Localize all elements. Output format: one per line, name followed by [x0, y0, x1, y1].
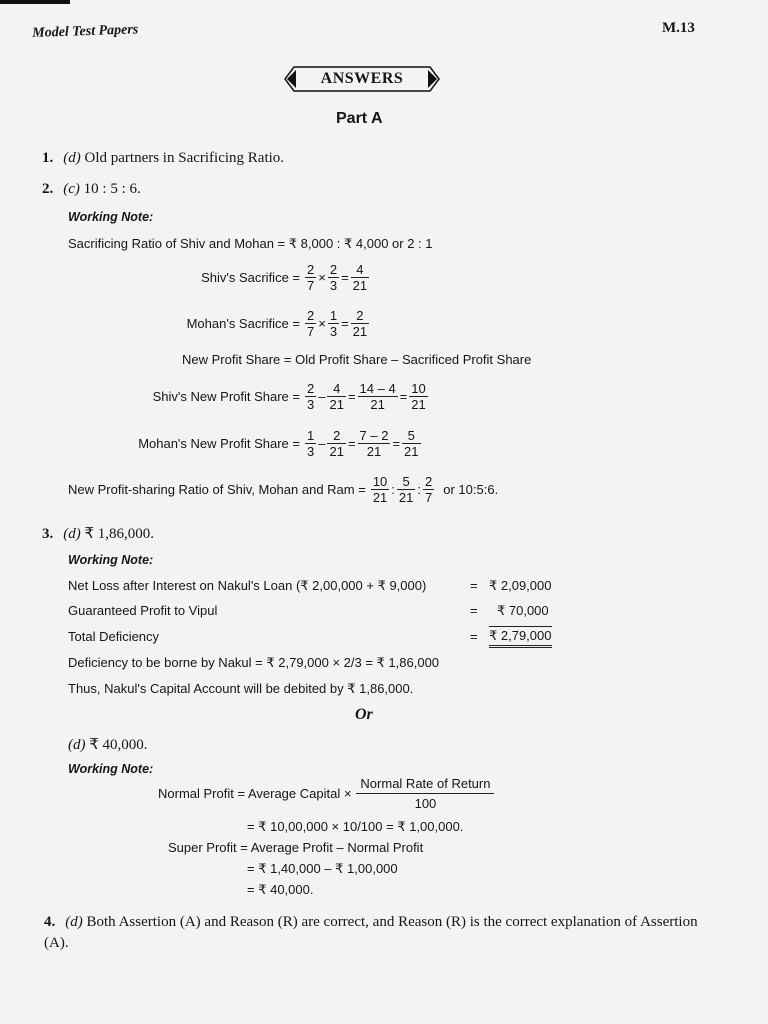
fraction: $\frac{4}{21}$ [352, 262, 368, 293]
sacrificing-ratio-line: Sacrificing Ratio of Shiv and Mohan = ₹ 8,000 : ₹ 4,000 or 2 : 1 [68, 236, 433, 251]
guaranteed-profit-row [68, 603, 217, 618]
question-number: 4. [44, 914, 56, 930]
question-number: 2. [42, 181, 54, 197]
answer-option: (d) [68, 737, 86, 753]
row-label: Shiv's New Profit Share = [152, 389, 300, 404]
top-edge-mark [0, 0, 70, 4]
fraction: $\frac{14 - 4}{21}$ [359, 381, 396, 412]
answer-text: Both Assertion (A) and Reason (R) are correct, and Reason (R) is the correct explanation of Assertion (A). [44, 914, 698, 951]
answer-text: Old partners in Sacrificing Ratio. [84, 150, 285, 166]
new-profit-share-line: New Profit Share = Old Profit Share – Sacrificed Profit Share [182, 352, 532, 367]
row-label: Normal Profit = Average Capital × [158, 786, 352, 801]
row-label: Guaranteed Profit to Vipul [68, 603, 218, 618]
row-label: Mohan's New Profit Share = [138, 436, 300, 451]
shiv-new-share-row: Shiv's New Profit Share = $\frac{2}{3}$ – $\frac{4}{21}$ = $\frac{14 - 4}{21}$ = $\frac{10}{21}$ [60, 381, 740, 412]
fraction: $\frac{2}{21}$ [352, 308, 368, 339]
fraction: $\frac{5}{21}$ [398, 474, 414, 505]
working-note-label: Working Note: [68, 553, 154, 567]
ratio-result: or 10:5:6. [443, 482, 499, 497]
working-note-label: Working Note: [68, 762, 154, 776]
fraction: $\frac{\text{Normal Rate of Return}}{100}$ [356, 774, 494, 813]
fraction: $\frac{2}{3}$ [307, 381, 315, 412]
answer-option: (d) [63, 526, 81, 542]
net-loss-row [68, 578, 426, 594]
running-header: Model Test Papers [32, 22, 139, 41]
mohan-new-share-row: Mohan's New Profit Share = $\frac{1}{3}$ – $\frac{2}{21}$ = $\frac{7 - 2}{21}$ = $\frac{5}{21}$ [60, 428, 740, 459]
normal-profit-row [158, 774, 495, 813]
fraction: $\frac{2}{7}$ [307, 308, 315, 339]
shiv-sacrifice-row: Shiv's Sacrifice = $\frac{2}{7}$ × $\frac{2}{3}$ = $\frac{4}{21}$ [60, 262, 740, 293]
eq-sign: = [470, 603, 478, 618]
answer-2 [42, 181, 141, 198]
working-note-label: Working Note: [68, 210, 154, 224]
eq-sign: = [470, 629, 478, 644]
alternate-answer [68, 735, 148, 754]
fraction: $\frac{2}{3}$ [329, 262, 338, 293]
fraction: $\frac{10}{21}$ [372, 474, 388, 505]
answer-3 [42, 524, 154, 543]
answer-option: (d) [65, 914, 83, 930]
answer-text: ₹ 40,000. [89, 737, 148, 753]
question-number: 3. [42, 526, 54, 542]
super-profit-calc: = ₹ 1,40,000 – ₹ 1,00,000 [247, 861, 398, 876]
fraction: $\frac{4}{21}$ [329, 381, 344, 412]
banner-title: ANSWERS [320, 70, 404, 87]
capital-debit-line: Thus, Nakul's Capital Account will be debited by ₹ 1,86,000. [68, 681, 414, 696]
row-label: Total Deficiency [68, 629, 160, 644]
fraction: $\frac{1}{3}$ [329, 308, 338, 339]
answer-text: ₹ 1,86,000. [84, 526, 155, 542]
page-number: M.13 [662, 20, 695, 36]
answer-text: 10 : 5 : 6. [83, 181, 141, 197]
row-label: Net Loss after Interest on Nakul's Loan (₹ 2,00,000 + ₹ 9,000) [68, 578, 427, 593]
total-value: ₹ 2,79,000 [489, 626, 552, 648]
answer-option: (c) [63, 181, 80, 197]
deficiency-borne-line: Deficiency to be borne by Nakul = ₹ 2,79,000 × 2/3 = ₹ 1,86,000 [68, 655, 440, 670]
fraction: $\frac{7 - 2}{21}$ [359, 428, 389, 459]
mohan-sacrifice-row: Mohan's Sacrifice = $\frac{2}{7}$ × $\frac{1}{3}$ = $\frac{2}{21}$ [60, 308, 740, 339]
total-deficiency-row [68, 629, 159, 644]
answer-4 [44, 912, 724, 954]
answer-option: (d) [63, 150, 81, 166]
row-label: New Profit-sharing Ratio of Shiv, Mohan and Ram = [68, 482, 366, 497]
normal-profit-calc: = ₹ 10,00,000 × 10/100 = ₹ 1,00,000. [247, 819, 464, 834]
row-value: ₹ 2,09,000 [489, 578, 552, 593]
fraction: $\frac{2}{7}$ [425, 474, 433, 505]
fraction: $\frac{2}{21}$ [329, 428, 344, 459]
fraction: $\frac{1}{3}$ [307, 428, 315, 459]
answers-banner [284, 66, 440, 92]
question-number: 1. [42, 150, 54, 166]
or-separator: Or [355, 706, 373, 723]
new-ratio-row: New Profit-sharing Ratio of Shiv, Mohan and Ram = $\frac{10}{21}$ : $\frac{5}{21}$ : $\frac{2}{7}$ or 10:5:6. [68, 474, 499, 505]
row-label: Mohan's Sacrifice = [186, 316, 300, 331]
row-value: ₹ 70,000 [497, 603, 549, 618]
fraction: $\frac{5}{21}$ [404, 428, 419, 459]
super-profit-line: Super Profit = Average Profit – Normal Profit [168, 840, 424, 855]
row-label: Shiv's Sacrifice = [201, 270, 300, 285]
fraction: $\frac{2}{7}$ [307, 262, 315, 293]
answer-1 [42, 150, 284, 167]
eq-sign: = [470, 578, 478, 593]
fraction: $\frac{10}{21}$ [411, 381, 426, 412]
part-heading: Part A [336, 110, 383, 127]
super-profit-result: = ₹ 40,000. [247, 882, 314, 897]
